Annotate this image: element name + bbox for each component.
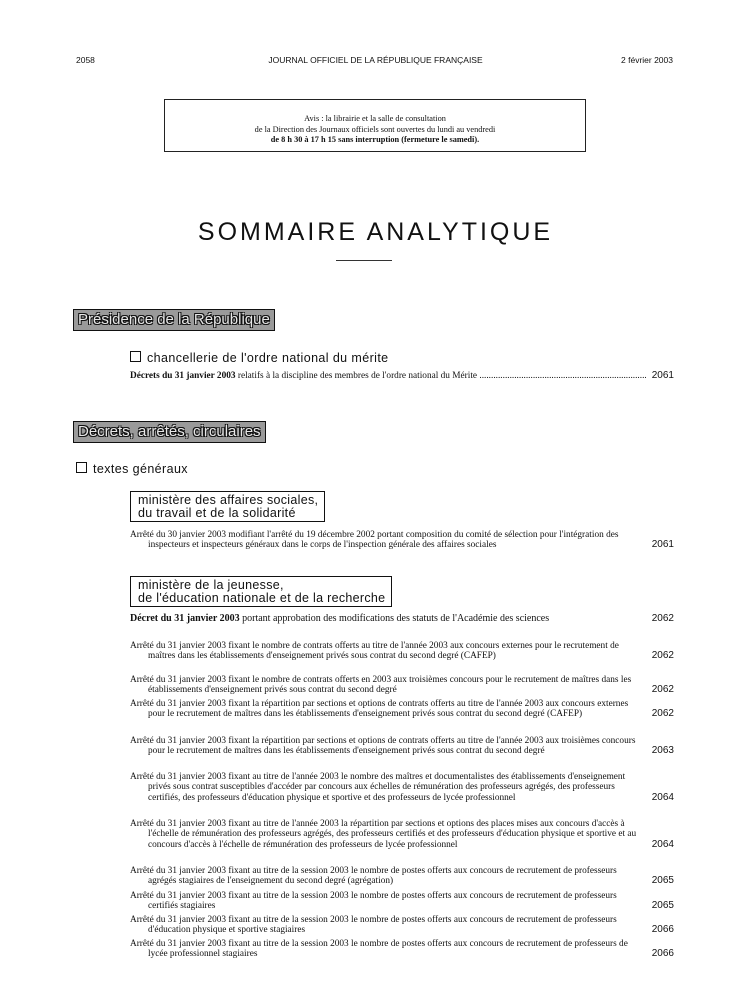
checkbox-square-icon <box>76 462 87 473</box>
section-band-decrets: Décrets, arrêtés, circulaires <box>73 421 266 443</box>
section-band-presidence: Présidence de la République <box>73 309 275 331</box>
journal-title: JOURNAL OFFICIEL DE LA RÉPUBLIQUE FRANÇAISE <box>268 55 483 65</box>
toc-entry[interactable]: Arrêté du 31 janvier 2003 fixant au titre de la session 2003 le nombre de postes offerts aux concours de recrutement de professeurs agrégés stagiaires de l'enseignement du second degré (agrégation) 2065 <box>130 866 674 887</box>
notice-line: Avis : la librairie et la salle de consultation <box>304 114 446 123</box>
toc-entry[interactable] <box>130 530 674 551</box>
page-number: 2058 <box>76 55 95 65</box>
page-ref: 2063 <box>651 745 674 757</box>
page-ref: 2061 <box>651 539 674 551</box>
checkbox-square-icon <box>130 351 141 362</box>
page-ref: 2062 <box>651 613 674 624</box>
toc-entry[interactable]: Décret du 31 janvier 2003 portant approbation des modifications des statuts de l'Académie des sciences 2062 <box>130 613 674 624</box>
toc-entry[interactable]: Arrêté du 31 janvier 2003 fixant au titre de la session 2003 le nombre de postes offerts aux concours de recrutement de professeurs certifiés stagiaires 2065 <box>130 891 674 912</box>
notice-line: de 8 h 30 à 17 h 15 sans interruption (fermeture le samedi). <box>270 135 480 144</box>
title-divider <box>336 260 392 261</box>
toc-entry[interactable]: Arrêté du 31 janvier 2003 fixant la répartition par sections et options de contrats offerts au titre de l'année 2003 aux concours externes pour le recrutement de maîtres dans les établissements d'enseignement privés sous contrat du second degré (CAFEP) 2062 <box>130 699 674 720</box>
ministry-box: ministère de la jeunesse, de l'éducation nationale et de la recherche <box>130 576 392 607</box>
page-ref: 2066 <box>651 924 674 936</box>
entry-text: Arrêté du 30 janvier 2003 modifiant l'arrêté du 19 décembre 2002 portant composition du comité de sélection pour l'intégration des inspecteurs et inspecteurs généraux dans le corps de l'inspection générale des affaires sociales <box>130 530 619 551</box>
page-ref: 2064 <box>651 838 674 850</box>
page-ref: 2062 <box>651 708 674 720</box>
toc-entry[interactable]: Arrêté du 31 janvier 2003 fixant le nombre de contrats offerts au titre de l'année 2003 aux concours externes pour le recrutement de maîtres dans les établissements d'enseignement privés sous contrat du second degré (CAFEP) 2062 <box>130 641 674 662</box>
toc-entry[interactable]: Arrêté du 31 janvier 2003 fixant la répartition par sections et options de contrats offerts au titre de l'année 2003 aux troisièmes concours pour le recrutement de maîtres dans les établissements d'enseignement privés sous contrat du second degré 2063 <box>130 736 674 757</box>
page-title: SOMMAIRE ANALYTIQUE <box>197 218 554 246</box>
toc-entry[interactable]: Décrets du 31 janvier 2003 relatifs à la discipline des membres de l'ordre national du Mérite ..... 2061 <box>130 371 674 381</box>
toc-entry[interactable]: Arrêté du 31 janvier 2003 fixant au titre de la session 2003 le nombre de postes offerts aux concours de recrutement de professeurs d'éducation physique et sportive stagiaires 2066 <box>130 915 674 936</box>
subsection-heading: textes généraux <box>76 462 188 476</box>
toc-entry[interactable]: Arrêté du 31 janvier 2003 fixant au titre de l'année 2003 le nombre des maîtres et documentalistes des établissements d'enseignement privés sous contrat susceptibles d'accéder par concours aux échelles de rémunération des professeurs agrégés, des professeurs certifiés, des professeurs d'éducation physique et sportive et des professeurs de lycée professionnel 2064 <box>130 772 674 803</box>
page-ref: 2064 <box>651 791 674 803</box>
page-ref: 2062 <box>651 650 674 662</box>
issue-date: 2 février 2003 <box>621 55 673 65</box>
ministry-box: ministère des affaires sociales, du travail et de la solidarité <box>130 491 325 522</box>
notice-box <box>164 99 586 152</box>
page-ref: 2066 <box>651 948 674 960</box>
notice-line: de la Direction des Journaux officiels sont ouvertes du lundi au vendredi <box>254 124 496 134</box>
page-ref: 2065 <box>651 900 674 912</box>
toc-entry[interactable]: Arrêté du 31 janvier 2003 fixant le nombre de contrats offerts en 2003 aux troisièmes concours pour le recrutement de maîtres dans les établissements d'enseignement privés sous contrat du second degré 2062 <box>130 675 674 696</box>
page-ref: 2065 <box>651 875 674 887</box>
page-ref: 2061 <box>651 370 674 381</box>
subsection-heading: chancellerie de l'ordre national du mérite <box>130 351 389 365</box>
page-ref: 2062 <box>651 684 674 696</box>
toc-entry[interactable]: Arrêté du 31 janvier 2003 fixant au titre de la session 2003 le nombre de postes offerts aux concours de recrutement de professeurs de lycée professionnel stagiaires 2066 <box>130 939 674 960</box>
toc-entry[interactable]: Arrêté du 31 janvier 2003 fixant au titre de l'année 2003 la répartition par sections et options des places mises aux concours d'accès à l'échelle de rémunération des professeurs agrégés, des professeurs certifiés et des professeurs d'éducation physique et sportive et au concours d'accès à l'échelle de rémunération des professeurs de lycée professionnel 2064 <box>130 819 674 850</box>
